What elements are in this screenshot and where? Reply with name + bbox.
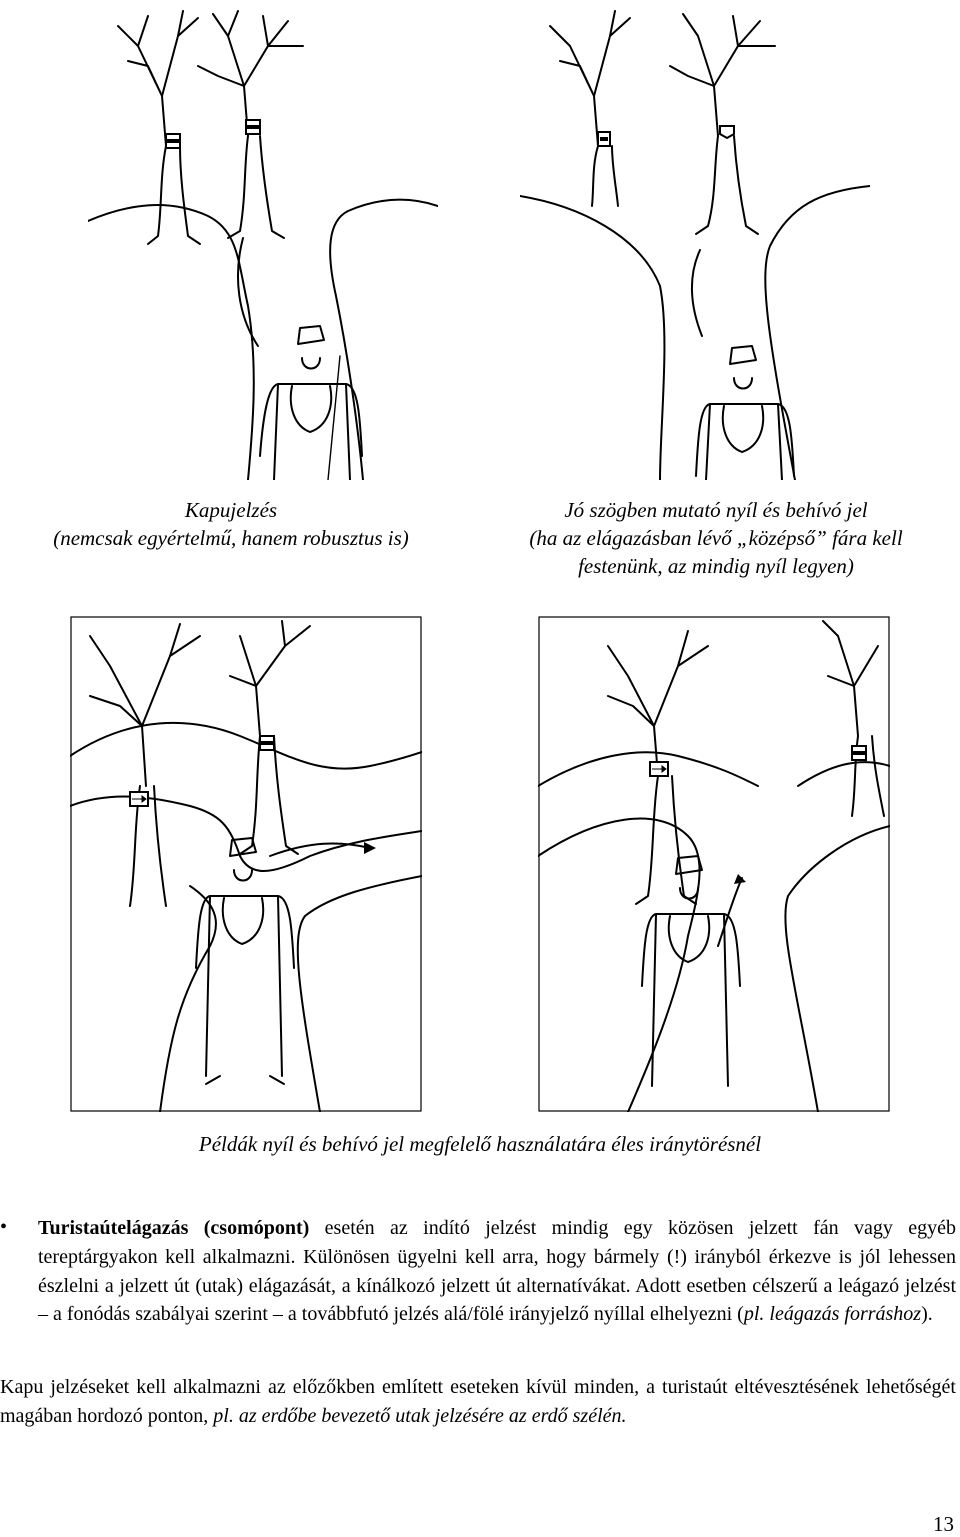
caption-kapujelzes bbox=[0, 496, 462, 552]
figure-jo-szogben bbox=[520, 6, 870, 480]
figure-eles-iranytores-right bbox=[538, 616, 890, 1112]
caption-jo-szogben bbox=[472, 496, 960, 580]
illustration-angled-arrow bbox=[520, 6, 870, 480]
bullet-paragraph bbox=[0, 1214, 956, 1329]
illustration-sharp-turn-right bbox=[538, 616, 890, 1112]
caption-line: (nemcsak egyértelmű, hanem robusztus is) bbox=[53, 526, 409, 550]
caption-line: Példák nyíl és behívó jel megfelelő használatára éles iránytörésnél bbox=[198, 1132, 762, 1156]
bullet-text: Turistaútelágazás (csomópont) esetén az indító jelzést mindig egy közösen jelzett fán vagy egyéb tereptárgyakon kell alkalmazni. Különösen ügyelni kell arra, hogy bármely (!) irányból érkezve is jól lehessen észlelni a jelzett út (utak) elágazását, a kínálkozó jelzett út alternatívákat. Adott esetben célszerű a leágazó jelzést – a fonódás szabályai szerint – a továbbfutó jelzés alá/fölé irányjelző nyíllal elhelyezni (pl. leágazás forráshoz). bbox=[38, 1217, 956, 1326]
illustration-gate-marking bbox=[88, 6, 438, 480]
illustration-sharp-turn-left bbox=[70, 616, 422, 1112]
caption-line: festenünk, az mindig nyíl legyen) bbox=[578, 554, 854, 578]
caption-eles-iranytores bbox=[0, 1130, 960, 1158]
page-number: 13 bbox=[933, 1512, 954, 1536]
closing-paragraph-text: Kapu jelzéseket kell alkalmazni az előzőkben említett eseteken kívül minden, a turistaút eltévesztésének lehetőségét magában hordozó ponton, pl. az erdőbe bevezető utak jelzésére az erdő szélén. bbox=[0, 1376, 956, 1427]
figure-eles-iranytores-left bbox=[70, 616, 422, 1112]
bullet-symbol: • bbox=[0, 1216, 8, 1238]
caption-line: Jó szögben mutató nyíl és behívó jel bbox=[564, 498, 868, 522]
figure-kapujelzes bbox=[88, 6, 438, 480]
caption-line: (ha az elágazásban lévő „középső” fára kell bbox=[529, 526, 903, 550]
caption-line: Kapujelzés bbox=[184, 498, 278, 522]
bold-lead: Turistaútelágazás (csomópont) bbox=[38, 1217, 310, 1239]
